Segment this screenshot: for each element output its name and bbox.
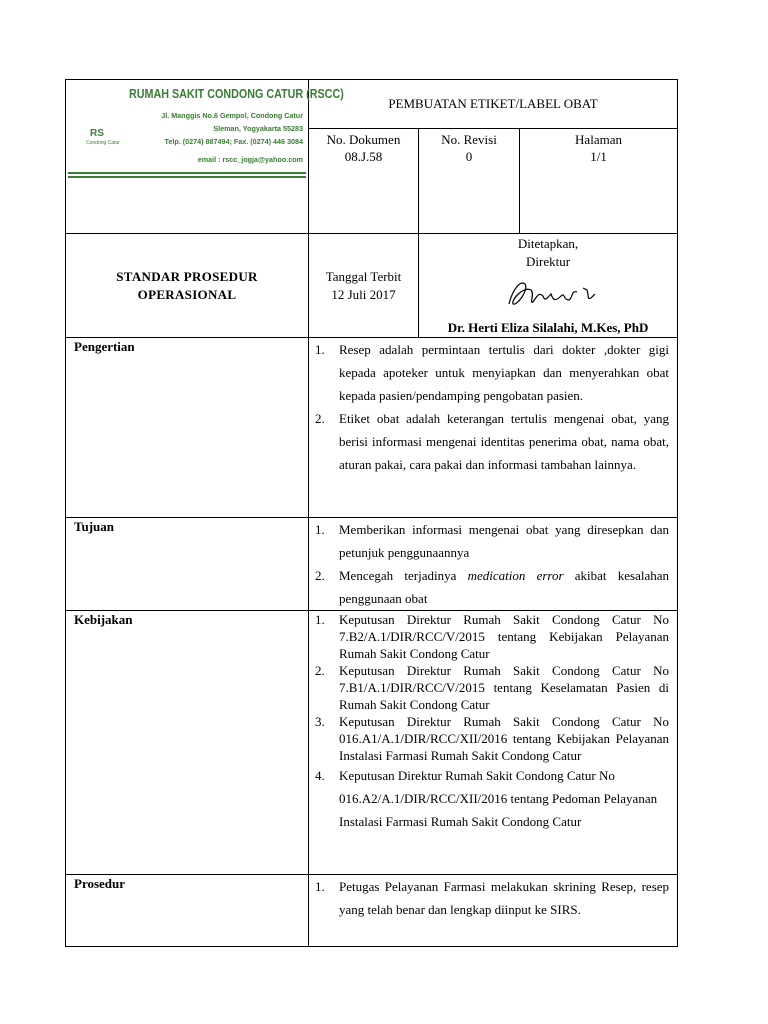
tujuan-content xyxy=(309,518,678,611)
halaman-cell xyxy=(520,129,678,234)
hospital-name: RUMAH SAKIT CONDONG CATUR (RSCC) xyxy=(129,87,344,101)
list-item-text: Etiket obat adalah keterangan tertulis mengenai obat, yang berisi informasi mengenai identitas penerima obat, nama obat, aturan pakai, cara pakai dan informasi tambahan lainnya. xyxy=(339,411,670,472)
pengertian-list xyxy=(315,338,669,476)
text-segment: Mencegah terjadinya xyxy=(339,568,468,583)
logo-divider xyxy=(68,176,306,178)
address-line: Sleman, Yogyakarta 55283 xyxy=(213,124,303,133)
list-item-number: 1. xyxy=(315,342,325,357)
list-item-text: Petugas Pelayanan Farmasi melakukan skrining Resep, resep yang telah benar dan lengkap diinput ke SIRS. xyxy=(339,879,670,917)
list-item-text: Memberikan informasi mengenai obat yang diresepkan dan petunjuk penggunaannya xyxy=(339,522,670,560)
no-revisi-cell xyxy=(419,129,520,234)
document-title: PEMBUATAN ETIKET/LABEL OBAT xyxy=(309,80,678,129)
logo-divider xyxy=(68,172,306,174)
tanggal-terbit-value: 12 Juli 2017 xyxy=(331,286,396,302)
tanggal-terbit-cell xyxy=(309,234,419,338)
hospital-logo xyxy=(68,82,344,186)
sop-table xyxy=(65,79,678,947)
list-item-text: Keputusan Direktur Rumah Sakit Condong Catur No 7.B2/A.1/DIR/RCC/V/2015 tentang Kebijakan Pelayanan Rumah Sakit Condong Catur xyxy=(339,612,670,661)
list-item-text: Keputusan Direktur Rumah Sakit Condong Catur No 016.A1/A.1/DIR/RCC/XII/2016 tentang Kebijakan Pelayanan Instalasi Farmasi Rumah Sakit Condong Catur xyxy=(339,714,670,763)
list-item xyxy=(315,611,669,662)
direktur-label: Direktur xyxy=(525,254,571,269)
list-item-number: 1. xyxy=(315,612,325,627)
tujuan-label: Tujuan xyxy=(66,518,309,611)
no-dokumen-label: No. Dokumen xyxy=(326,132,401,147)
logo-letters: RS xyxy=(90,128,104,139)
list-item xyxy=(315,875,669,921)
list-item-number: 3. xyxy=(315,714,325,729)
pengertian-content xyxy=(309,338,678,518)
tujuan-list xyxy=(315,518,669,610)
list-item xyxy=(315,518,669,564)
no-revisi-value: 0 xyxy=(465,149,473,164)
list-item-number: 1. xyxy=(315,522,325,537)
halaman-label: Halaman xyxy=(575,132,622,147)
doctor-name: Dr. Herti Eliza Silalahi, M.Kes, PhD xyxy=(447,320,649,335)
list-item xyxy=(315,713,669,764)
list-item xyxy=(315,764,669,833)
address-line: Jl. Manggis No.6 Gempol, Condong Catur xyxy=(161,111,303,120)
prosedur-label: Prosedur xyxy=(66,875,309,947)
kebijakan-content xyxy=(309,611,678,875)
no-dokumen-cell xyxy=(309,129,419,234)
pengertian-label: Pengertian xyxy=(66,338,309,518)
kebijakan-list xyxy=(315,611,669,764)
sop-heading-line2: OPERASIONAL xyxy=(137,286,237,302)
list-item-number: 2. xyxy=(315,568,325,583)
italic-term: medication error xyxy=(467,568,564,583)
kebijakan-label: Kebijakan xyxy=(66,611,309,875)
list-item-text: Keputusan Direktur Rumah Sakit Condong Catur No 7.B1/A.1/DIR/RCC/V/2015 tentang Keselamatan Pasien di Rumah Sakit Condong Catur xyxy=(339,663,670,712)
ditetapkan-label: Ditetapkan, xyxy=(517,236,579,251)
list-item xyxy=(315,662,669,713)
list-item-number: 2. xyxy=(315,663,325,678)
prosedur-content xyxy=(309,875,678,947)
signature-icon xyxy=(503,274,603,314)
list-item xyxy=(315,564,669,610)
email-line: email : rscc_jogja@yahoo.com xyxy=(197,155,303,164)
kebijakan-list-continued xyxy=(315,764,669,833)
logo-subtext: Condong Catur xyxy=(86,140,120,146)
sop-document xyxy=(65,79,677,947)
sop-heading-cell xyxy=(66,234,309,338)
list-item-text: Resep adalah permintaan tertulis dari dokter ,dokter gigi kepada apoteker untuk menyiapkan dan menyerahkan obat kepada pasien/pendamping pengobatan pasien. xyxy=(339,342,670,403)
list-item xyxy=(315,338,669,407)
list-item-text xyxy=(339,564,669,610)
list-item-number: 4. xyxy=(315,768,325,783)
list-item xyxy=(315,407,669,476)
no-dokumen-value: 08.J.58 xyxy=(344,149,383,164)
signature-cell xyxy=(419,234,678,338)
text-segment: akibat kesalahan penggunaan obat xyxy=(339,568,670,606)
phone-line: Telp. (0274) 887494; Fax. (0274) 446 3084 xyxy=(164,137,303,146)
sop-heading-line1: STANDAR PROSEDUR xyxy=(116,268,258,284)
list-item-number: 2. xyxy=(315,411,325,426)
halaman-value: 1/1 xyxy=(590,149,607,164)
logo-cell xyxy=(66,80,344,234)
prosedur-list xyxy=(315,875,669,921)
no-revisi-label: No. Revisi xyxy=(441,132,497,147)
list-item-number: 1. xyxy=(315,879,325,894)
list-item-text: Keputusan Direktur Rumah Sakit Condong Catur No 016.A2/A.1/DIR/RCC/XII/2016 tentang Pedoman Pelayanan Instalasi Farmasi Rumah Sakit Condong Catur xyxy=(339,768,658,829)
tanggal-terbit-label: Tanggal Terbit xyxy=(325,268,402,284)
